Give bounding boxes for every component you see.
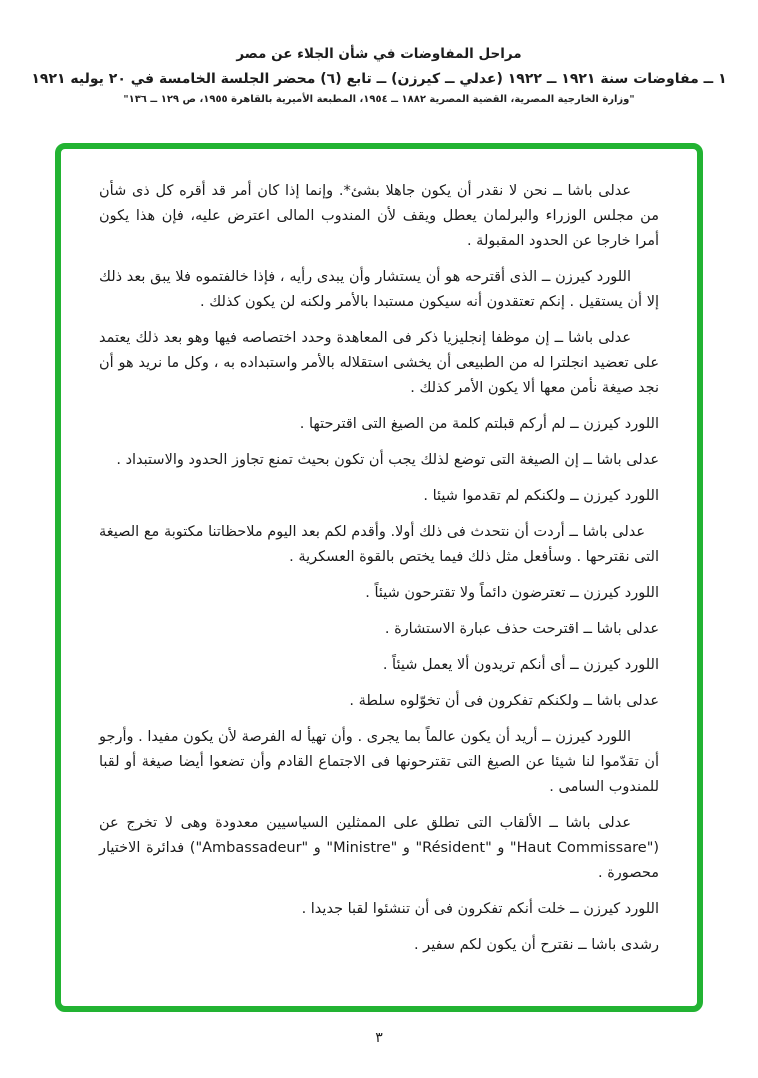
speaker-separator: ــ xyxy=(541,269,551,285)
utterance-text: ولكنكم تفكرون فى أن تخوّلوه سلطة . xyxy=(349,693,579,709)
speaker-name: اللورد كيرزن xyxy=(583,585,659,601)
utterance-text: أريد أن يكون عالماً بما يجرى . وأن تهيأ له الفرصة لأن يكون مفيدا . وأرجو أن تقدّموا لنا شيئا عن الصيغ التى تقترحونها فى الاجتماع القادم وأن تضعوا أيضا صيغة أو لقبا للمندوب السامى . xyxy=(99,729,659,795)
speaker-separator: ــ xyxy=(570,901,579,917)
dialogue-paragraph xyxy=(99,897,659,922)
speaker-separator: ــ xyxy=(583,693,592,709)
speaker-name: اللورد كيرزن xyxy=(583,416,659,432)
dialogue-paragraph xyxy=(99,933,659,958)
utterance-text: اقترحت حذف عبارة الاستشارة . xyxy=(384,621,579,637)
utterance-text: الألقاب التى تطلق على الممثلين السياسيين معدودة وهى لا تخرج عن ("Haut Commissare" و "Résident" و "Ministre" و "Ambassadeur") فدائرة الاختيار محصورة . xyxy=(99,815,660,881)
speaker-separator: ــ xyxy=(578,937,587,953)
speaker-separator: ــ xyxy=(583,452,592,468)
dialogue-transcript xyxy=(99,179,659,958)
speaker-name: عدلى باشا xyxy=(582,524,645,540)
speaker-name: اللورد كيرزن xyxy=(555,729,631,745)
speaker-name: عدلى باشا xyxy=(596,452,659,468)
utterance-text: نقترح أن يكون لكم سفير . xyxy=(413,937,574,953)
dialogue-paragraph xyxy=(99,448,659,473)
speaker-separator: ــ xyxy=(553,183,562,199)
document-header xyxy=(0,46,758,105)
speaker-name: اللورد كيرزن xyxy=(555,269,631,285)
speaker-separator: ــ xyxy=(569,524,578,540)
dialogue-paragraph xyxy=(99,412,659,437)
highlight-box xyxy=(55,143,703,1012)
page-subtitle: ١ ــ مفاوضات سنة ١٩٢١ ــ ١٩٢٢ (عدلي ــ كيرزن) ــ تابع (٦) محضر الجلسة الخامسة في ٢٠ يوليه ١٩٢١ xyxy=(31,71,727,87)
speaker-separator: ــ xyxy=(583,621,592,637)
speaker-name: اللورد كيرزن xyxy=(583,488,659,504)
speaker-separator: ــ xyxy=(570,657,579,673)
page-title: مراحل المفاوضات في شأن الجلاء عن مصر xyxy=(236,46,522,62)
utterance-text: الذى أقترحه هو أن يستشار وأن يبدى رأيه ، فإذا خالفتموه فلا يبق بعد ذلك إلا أن يستقيل . إنكم تعتقدون أنه سيكون مستبدا بالأمر ولكنه لن يكون كذلك . xyxy=(99,269,659,310)
dialogue-paragraph xyxy=(99,179,659,254)
speaker-name: عدلى باشا xyxy=(567,183,632,199)
dialogue-paragraph xyxy=(99,265,659,315)
utterance-text: لم أركم قبلتم كلمة من الصيغ التى اقترحتها . xyxy=(299,416,566,432)
dialogue-paragraph xyxy=(99,520,659,570)
utterance-text: أردت أن نتحدث فى ذلك أولا. وأقدم لكم بعد اليوم ملاحظاتنا مكتوبة مع الصيغة التى نقترحها . وسأفعل مثل ذلك فيما يختص بالقوة العسكرية . xyxy=(99,524,659,565)
speaker-separator: ــ xyxy=(549,815,558,831)
utterance-text: إن موظفا إنجليزيا ذكر فى المعاهدة وحدد اختصاصه فيها وهو بعد ذلك يعتمد على تعضيد انجلترا له من الطبيعى أن يخشى استقلاله بالأمر واستبداده به ، وكل ما نريد هو أن نجد صيغة نأمن معها ألا يكون الأمر كذلك . xyxy=(99,330,659,396)
utterance-text: إن الصيغة التى توضع لذلك يجب أن تكون بحيث تمنع تجاوز الحدود والاستبداد . xyxy=(116,452,579,468)
speaker-name: عدلى باشا xyxy=(596,621,659,637)
dialogue-paragraph xyxy=(99,811,659,886)
speaker-name: عدلى باشا xyxy=(565,815,631,831)
dialogue-paragraph xyxy=(99,725,659,800)
utterance-text: تعترضون دائماً ولا تقترحون شيئاً . xyxy=(365,585,566,601)
speaker-name: عدلى باشا xyxy=(596,693,659,709)
speaker-name: عدلى باشا xyxy=(568,330,632,346)
speaker-name: رشدى باشا xyxy=(591,937,659,953)
utterance-text: أى أنكم تريدون ألا يعمل شيئاً . xyxy=(382,657,566,673)
dialogue-paragraph xyxy=(99,484,659,509)
speaker-name: اللورد كيرزن xyxy=(583,901,659,917)
source-citation: "وزارة الخارجية المصرية، القضية المصرية ١٨٨٢ ــ ١٩٥٤، المطبعة الأميرية بالقاهرة ١٩٥٥، ص ١٢٩ ــ ١٣٦" xyxy=(123,94,635,105)
utterance-text: ولكنكم لم تقدموا شيئا . xyxy=(423,488,566,504)
speaker-separator: ــ xyxy=(554,330,564,346)
dialogue-paragraph xyxy=(99,689,659,714)
dialogue-paragraph xyxy=(99,326,659,401)
dialogue-paragraph xyxy=(99,617,659,642)
utterance-text: نحن لا نقدر أن يكون جاهلا بشئ*. وإنما إذا كان أمر قد أقره كل ذى شأن من مجلس الوزراء والبرلمان يعطل ويقف لأن المندوب المالى اعترض عليه، فإن هذا يكون أمرا خارجا عن الحدود المقبولة . xyxy=(99,183,659,249)
speaker-separator: ــ xyxy=(570,416,579,432)
speaker-separator: ــ xyxy=(570,488,579,504)
dialogue-paragraph xyxy=(99,653,659,678)
speaker-separator: ــ xyxy=(542,729,551,745)
speaker-separator: ــ xyxy=(570,585,579,601)
utterance-text: خلت أنكم تفكرون فى أن تنشئوا لقبا جديدا . xyxy=(301,901,566,917)
page-number: ٣ xyxy=(375,1030,383,1046)
dialogue-paragraph xyxy=(99,581,659,606)
speaker-name: اللورد كيرزن xyxy=(583,657,659,673)
